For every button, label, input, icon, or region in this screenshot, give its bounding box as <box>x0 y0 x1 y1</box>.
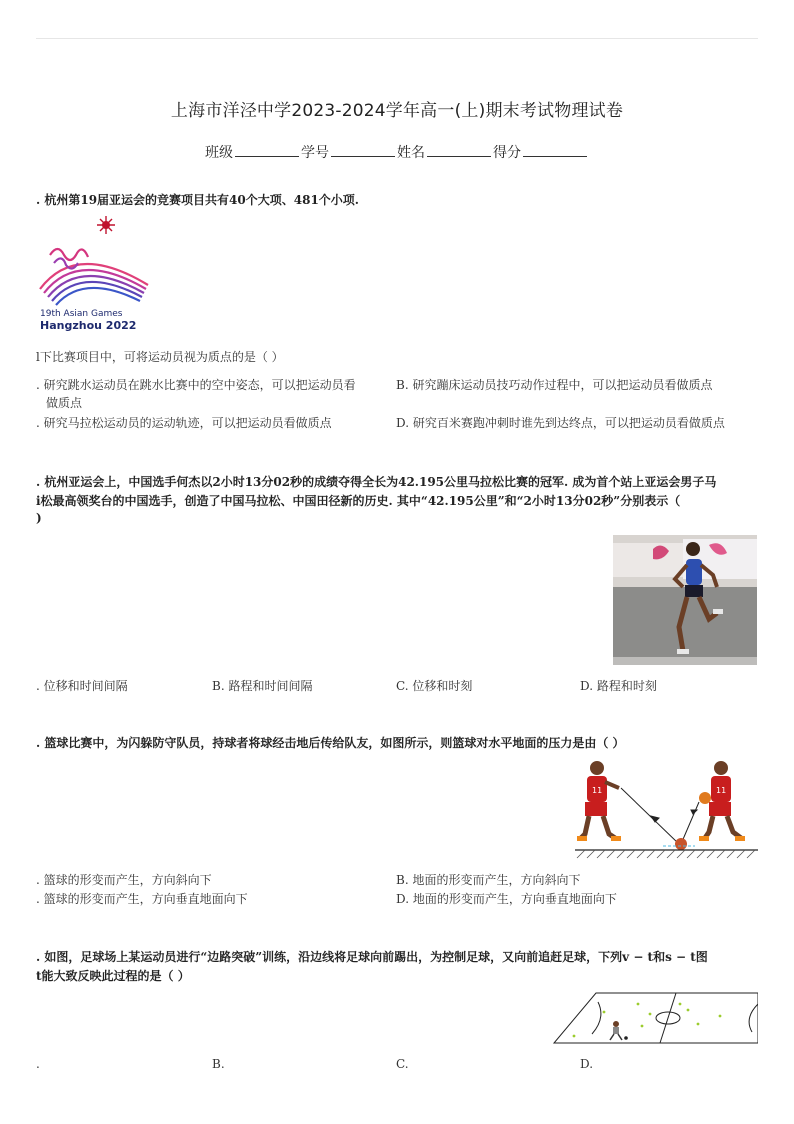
q1-option-c[interactable]: . 研究马拉松运动员的运动轨迹，可以把运动员看做质点 <box>36 416 332 430</box>
q4-stem-line1: . 如图，足球场上某运动员进行“边路突破”训练，沿边线将足球向前踢出，为控制足球，又向前追赶足球，下列v − t和s − t图 <box>36 950 708 964</box>
q4-option-d[interactable]: D. <box>580 1057 594 1071</box>
id-blank[interactable] <box>331 144 395 157</box>
q4-option-b[interactable]: B. <box>212 1057 225 1071</box>
q2-stem-line2: i松最高领奖台的中国选手，创造了中国马拉松、中国田径新的历史. 其中“42.195公里”和“2小时13分02秒”分别表示（ <box>36 494 681 508</box>
name-label: 姓名 <box>397 145 425 161</box>
q4-option-a[interactable]: . <box>36 1057 40 1071</box>
student-info-line <box>0 142 794 162</box>
name-blank[interactable] <box>427 144 491 157</box>
id-label: 学号 <box>301 145 329 161</box>
q1-option-a[interactable]: . 研究跳水运动员在跳水比赛中的空中姿态，可以把运动员看 <box>36 378 356 392</box>
q2-option-a[interactable]: . 位移和时间间隔 <box>36 679 128 693</box>
ground-hatch <box>577 850 755 858</box>
q2-option-c[interactable]: C. 位移和时刻 <box>396 679 473 693</box>
logo-caption-2: Hangzhou 2022 <box>40 319 137 332</box>
q3-stem-line1: . 篮球比赛中，为闪躲防守队员，持球者将球经击地后传给队友，如图所示，则篮球对水平地面的压力是由（ ） <box>36 736 625 750</box>
q4-stem-line2: t能大致反映此过程的是（ ） <box>36 969 190 983</box>
ball-path-arrows-icon <box>621 788 699 844</box>
halfway-line <box>660 993 676 1043</box>
q2-option-d[interactable]: D. 路程和时刻 <box>580 679 657 693</box>
soccer-field-figure <box>552 990 758 1046</box>
q1-option-b[interactable]: B. 研究蹦床运动员技巧动作过程中，可以把运动员看做质点 <box>396 378 713 392</box>
q1-option-d[interactable]: D. 研究百米赛跑冲刺时谁先到达终点，可以把运动员看做质点 <box>396 416 725 430</box>
player-left-icon <box>577 761 621 841</box>
top-rule <box>36 38 758 39</box>
logo-caption-1: 19th Asian Games <box>40 309 123 319</box>
svg-text:11: 11 <box>592 786 603 795</box>
basketball-icon <box>675 838 687 850</box>
class-label: 班级 <box>205 145 233 161</box>
asian-games-logo <box>36 215 156 335</box>
q3-option-b[interactable]: B. 地面的形变而产生，方向斜向下 <box>396 873 581 887</box>
q3-option-c[interactable]: . 篮球的形变而产生，方向垂直地面向下 <box>36 892 248 906</box>
kicking-player-icon <box>610 1021 628 1040</box>
player-right-icon <box>699 761 745 841</box>
score-label: 得分 <box>493 145 521 161</box>
players-dots-icon <box>573 1003 722 1038</box>
page-title: 上海市洋泾中学2023-2024学年高一(上)期末考试物理试卷 <box>170 101 624 121</box>
wave-lines-icon <box>40 249 148 305</box>
q1-stem: l下比赛项目中，可将运动员视为质点的是（ ） <box>36 350 284 364</box>
q4-option-c[interactable]: C. <box>396 1057 409 1071</box>
q3-option-d[interactable]: D. 地面的形变而产生，方向垂直地面向下 <box>396 892 617 906</box>
q3-option-a[interactable]: . 篮球的形变而产生，方向斜向下 <box>36 873 212 887</box>
q2-stem-line1: . 杭州亚运会上，中国选手何杰以2小时13分02秒的成绩夺得全长为42.195公里马拉松比赛的冠军. 成为首个站上亚运会男子马 <box>36 475 717 489</box>
svg-text:11: 11 <box>716 786 727 795</box>
score-blank[interactable] <box>523 144 587 157</box>
q2-stem-line3: ) <box>36 511 42 525</box>
basketball-bounce-pass-figure <box>575 758 758 862</box>
q2-option-b[interactable]: B. 路程和时间间隔 <box>212 679 313 693</box>
q1-option-a-cont: 做质点 <box>46 396 83 410</box>
class-blank[interactable] <box>235 144 299 157</box>
marathon-runner-photo <box>613 535 757 665</box>
sun-emblem-icon <box>97 216 115 234</box>
q1-stem-line1: . 杭州第19届亚运会的竞赛项目共有40个大项、481个小项. <box>36 193 359 207</box>
